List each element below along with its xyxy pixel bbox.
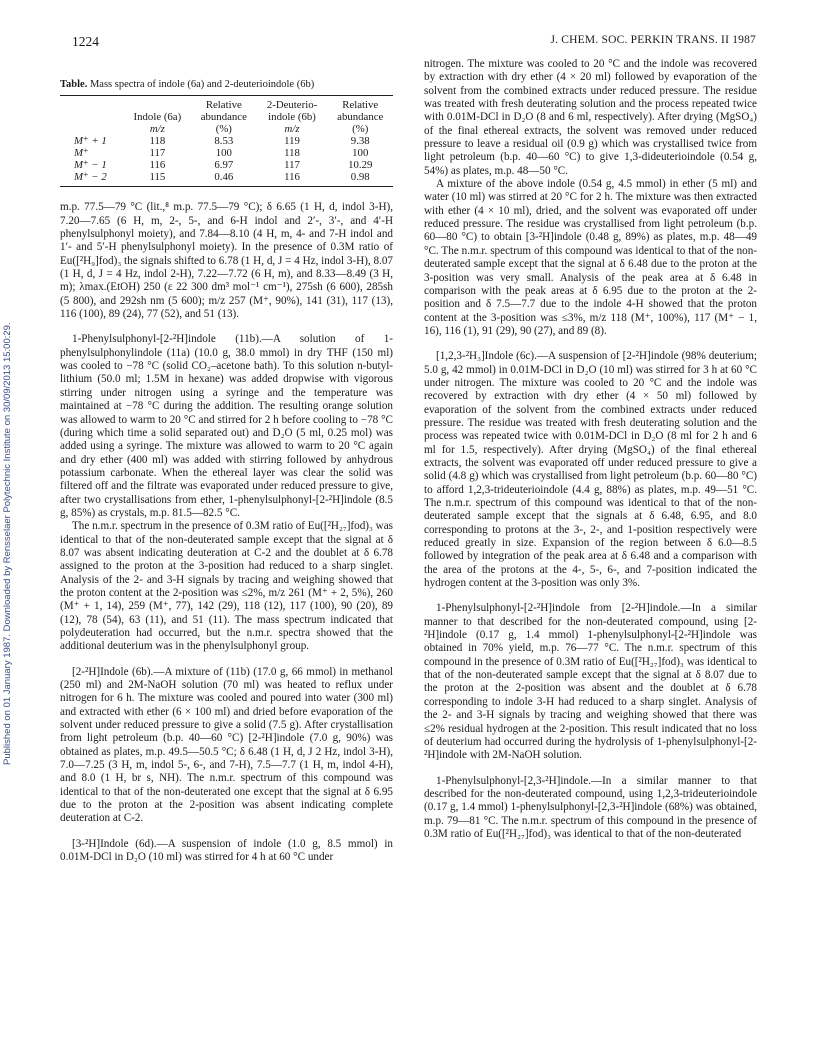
table-cell: 100: [352, 147, 369, 160]
ion-label: M⁺ − 2: [74, 171, 107, 184]
header-cell: m/z: [284, 123, 300, 136]
header-cell: (%): [215, 123, 232, 136]
table-cell: 117: [149, 147, 166, 160]
header-cell: Relative: [342, 99, 379, 112]
ion-label: M⁺ − 1: [74, 159, 107, 172]
header-cell: (%): [352, 123, 369, 136]
table-row: [60, 147, 393, 159]
ion-label: M⁺ + 1: [74, 135, 107, 148]
paragraph: [1,2,3-²H₃]Indole (6c).—A suspension of [2-²H]indole (98% deuterium; 5.0 g, 42 mmol) in 0.01M-DCl in D₂O (10 ml) was stirred for 3 h at 60 °C under nitrogen. The mixture was cooled to 20 °C and the indole was recovered by extraction with dry ether (4 × 50 ml) followed by evaporation of the solvent from the combined extracts under reduced pressure. The residue was treated with fresh deuterating solution and the process was repeated twice with 0.01M-DCl in D₂O (8 ml for 2 h and 6 ml for 1.5, respectively). After drying (MgSO₄) of the final ethereal extracts, the solvent was evaporated off under reduced pressure to give a solid (4.8 g) which was crystallised from light petroleum (b.p. 60—80 °C) to afford 1,2,3-trideuterioindole (4.4 g, 88%) as plates, m.p. 49—51 °C. The n.m.r. spectrum of this compound was identical to that of the non-deuterated sample except that the signals at δ 6.48, 6.95, and 8.0 corresponding to protons at the 3-, 2-, and 1-position respectively were reduced greatly in size. Expansion of the region between δ 6.0—8.5 followed by integration of the peak area at δ 6.48 and a comparison with the area of the protons at the 4-, 5-, 6-, and 7-position indicated the hydrogen content at the 3-position was only 3%.: [424, 350, 757, 590]
paragraph: The n.m.r. spectrum in the presence of 0.3M ratio of Eu([²H₂₇]fod)₃ was identical to that of the non-deuterated sample except that the signal at δ 8.07 was absent indicating deuteration at C-2 and the doublet at δ 6.78 assigned to the proton at the 3-position had reduced to a sharp singlet. Analysis of the 2- and 3-H signals by tracing and weighing showed that the proton content at the 2-position was ≤2%, m/z 261 (M⁺ + 2, 5%), 260 (M⁺ + 1, 14), 259 (M⁺, 77), 142 (29), 118 (12), 117 (100), 90 (20), 89 (12), 78 (54), 63 (11), and 51 (11). The mass spectrum indicated that polydeuteration had occurred, but the n.m.r. spectra showed that the additional deuterium was in the phenylsulphonyl group.: [60, 520, 393, 653]
table-cell: 118: [149, 135, 166, 148]
header-cell: abundance: [200, 111, 247, 124]
header-cell: m/z: [149, 123, 165, 136]
table-cell: 9.38: [350, 135, 370, 148]
download-watermark[interactable]: Published on 01 January 1987. Downloaded by Rensselaer Polytechnic Institute on 30/09/2013 15:00:29.: [2, 322, 13, 765]
mass-table: [60, 96, 393, 183]
table-cell: 10.29: [348, 159, 373, 172]
table-header-row: [60, 123, 393, 135]
table-cell: 118: [284, 147, 300, 160]
table-cell: 8.53: [214, 135, 234, 148]
paragraph: A mixture of the above indole (0.54 g, 4.5 mmol) in ether (5 ml) and water (10 ml) was stirred at 20 °C for 2 h. The mixture was then extracted with ether (4 × 10 ml), dried, and the solvent was evaporated off under reduced pressure. The residue was crystallised from light petroleum (b.p. 60—80 °C) to obtain [3-²H]indole (0.48 g, 89%) as plates, m.p. 48—49 °C. The n.m.r. spectrum of this compound was identical to that of the non-deuterated sample except that the signal at δ 6.48 due to the proton at the 3-position was very small. Analysis of the peak area at δ 6.48 in comparison with the peak areas at δ 6.95 due to the proton at the 2-position and δ 7.5—7.7 due to the indole 4-H showed that the proton content at the 3-position was ≤3%, m/z 118 (M⁺, 100%), 117 (M⁺ − 1, 16), 116 (1), 91 (29), 90 (27), and 89 (8).: [424, 178, 757, 337]
header-cell: Indole (6a): [133, 111, 182, 124]
table-cell: 117: [284, 159, 300, 172]
header-cell: [60, 96, 124, 111]
right-column: [424, 58, 757, 841]
table-cell: 116: [284, 171, 300, 184]
paragraph: [3-²H]Indole (6d).—A suspension of indole (1.0 g, 8.5 mmol) in 0.01M-DCl in D₂O (10 ml) was stirred for 4 h at 60 °C under: [60, 837, 393, 864]
header-cell: 2-Deuterio-: [266, 99, 318, 112]
table-cell: 0.46: [214, 171, 234, 184]
table-cell: 116: [149, 159, 166, 172]
header-cell: [60, 123, 124, 135]
header-cell: [124, 96, 191, 111]
paragraph: m.p. 77.5—79 °C (lit.,⁸ m.p. 77.5—79 °C); δ 6.65 (1 H, d, indol 3-H), 7.20—7.65 (6 H, m, 2-, 5-, and 6-H indol and 2′-, 3′-, and 4′-H phenylsulphonyl moiety), and 7.84—8.10 (4 H, m, 4- and 7-H indol and 1′- and 5′-H phenylsulphonyl moiety). In the presence of 0.3M ratio of Eu([²H₉]fod)₃ the signals shifted to 6.78 (1 H, d, J = 4 Hz, indol 3-H), 8.07 (1 H, d, J = 4 Hz, indol 2-H), 7.22—7.72 (6 H, m), and 8.33—8.49 (3 H, m); λmax.(EtOH) 250 (ε 22 300 dm³ mol⁻¹ cm⁻¹), 275sh (6 600), 285sh (5 800), and 292sh nm (5 600); m/z 257 (M⁺, 90%), 141 (31), 117 (13), 116 (100), 89 (24), 77 (52), and 51 (13).: [60, 201, 393, 321]
header-cell: abundance: [337, 111, 384, 124]
table-caption-text: Mass spectra of indole (6a) and 2-deuterioindole (6b): [87, 79, 315, 90]
ion-label: M⁺: [74, 147, 89, 160]
header-cell: indole (6b): [268, 111, 316, 124]
table-cell: 6.97: [214, 159, 234, 172]
table-cell: 119: [284, 135, 300, 148]
left-column: [60, 58, 393, 865]
table-caption-label: Table.: [60, 79, 88, 90]
table-caption: [60, 78, 393, 91]
table-row: [60, 159, 393, 171]
table-cell: 100: [215, 147, 232, 160]
paragraph: nitrogen. The mixture was cooled to 20 °C and the indole was recovered by extraction with dry ether (4 × 20 ml) followed by evaporation of the solvent from the combined extracts under reduced pressure. The residue was treated with fresh deuterating solution and the process repeated twice with 0.01M-DCl in D₂O (8 and 6 ml, respectively). After drying (MgSO₄) of the final ethereal extracts, the solvent was removed under reduced pressure to leave a residual oil (0.9 g) which was crystallised twice from light petroleum (b.p. 40—60 °C) to give 1,3-dideuterioindole (0.54 g, 54%) as plates, m.p. 48—50 °C.: [424, 58, 757, 177]
table-row: [60, 135, 393, 147]
paragraph: [2-²H]Indole (6b).—A mixture of (11b) (17.0 g, 66 mmol) in methanol (250 ml) and 2M-NaOH solution (70 ml) was heated to reflux under nitrogen for 6 h. The mixture was cooled and poured into water (300 ml) and extracted with ether (6 × 100 ml) and dried before evaporation of the solvent under reduced pressure to give a solid (7.5 g). After crystallisation from light petroleum (b.p. 40—60 °C) [2-²H]indole (7.0 g, 90%) was obtained as plates, m.p. 49.5—50.5 °C; δ 6.48 (1 H, d, J 2 Hz, indol 3-H), 7.0—7.25 (3 H, m, indol 5-, 6-, and 7-H), 7.5—7.7 (1 H, m, indol 4-H), and 8.0 (1 H, br s, NH). The n.m.r. spectrum of this compound was identical to that of the non-deuterated one except that the signal at δ 6.95 due to the proton at the 2-position was absent indicating complete deuteration at C-2.: [60, 665, 393, 825]
paragraph: 1-Phenylsulphonyl-[2,3-²H]indole.—In a similar manner to that described for the non-deuterated compound, using 1,2,3-trideuterioindole (0.17 g, 1.4 mmol) 1-phenylsulphonyl-[2,3-²H]indole (68%) was obtained, m.p. 79—81 °C. The n.m.r. spectrum of this compound in the presence of 0.3M ratio of Eu([²H₂₇]fod)₃ was identical to that of the non-deuterated: [424, 774, 757, 840]
header-cell: Relative: [205, 99, 242, 112]
page-number: 1224: [72, 34, 99, 49]
journal-header: J. CHEM. SOC. PERKIN TRANS. II 1987: [550, 34, 756, 46]
table-cell: 0.98: [350, 171, 370, 184]
paragraph: 1-Phenylsulphonyl-[2-²H]indole (11b).—A solution of 1-phenylsulphonylindole (11a) (10.0 g, 38.0 mmol) in dry THF (150 ml) was cooled to −78 °C (solid CO₂–acetone bath). To this solution n-butyl-lithium (50.0 ml; 1.5M in hexane) was added dropwise with vigorous stirring under nitrogen using a syringe and the temperature was maintained at −78 °C during the addition. The resulting orange solution was allowed to warm to 20 °C and stirred for 2 h before cooling to −78 °C (during which time a solid separated out) and D₂O (5 ml, 0.25 mol) was added using a syringe. The mixture was allowed to warm to 20 °C again and dry ether (400 ml) was added with stirring followed by anhydrous potassium carbonate. When the ethereal layer was clear the solid was filtered off and the filtrate was evaporated under reduced pressure to give, after two crystallisations from ether, 1-phenylsulphonyl-[2-²H]indole (8.5 g, 85%) as crystals, m.p. 81.5—82.5 °C.: [60, 333, 393, 519]
header-cell: [60, 111, 124, 123]
paragraph: 1-Phenylsulphonyl-[2-²H]indole from [2-²H]indole.—In a similar manner to that described for the non-deuterated compound, using [2-²H]indole (0.17 g, 1.4 mmol) 1-phenylsulphonyl-[2-²H]indole was obtained in 70% yield, m.p. 76—77 °C. The n.m.r. spectrum of this compound in the presence of 0.3M ratio of Eu([²H₂₇]fod)₃ was identical to that of the non-deuterated sample except that the signal at δ 8.07 due to the proton at the 2-position was absent and the doublet at δ 6.78 corresponding to indole 3-H had reduced to a sharp singlet. Analysis of the 2- and 3-H signals by tracing and weighing showed that there was ≤2% residual hydrogen at the 2-position. This result indicated that no loss of deuterium had occurred during the hydrolysis of 1-phenylsulphonyl-[2-²H]indole with 2M-NaOH solution.: [424, 602, 757, 762]
mass-spectra-table: [60, 78, 393, 187]
table-header-row: [60, 111, 393, 123]
table-cell: 115: [149, 171, 166, 184]
table-header-row: [60, 96, 393, 111]
table-row: [60, 171, 393, 183]
table-bottom-rule: [60, 186, 393, 187]
